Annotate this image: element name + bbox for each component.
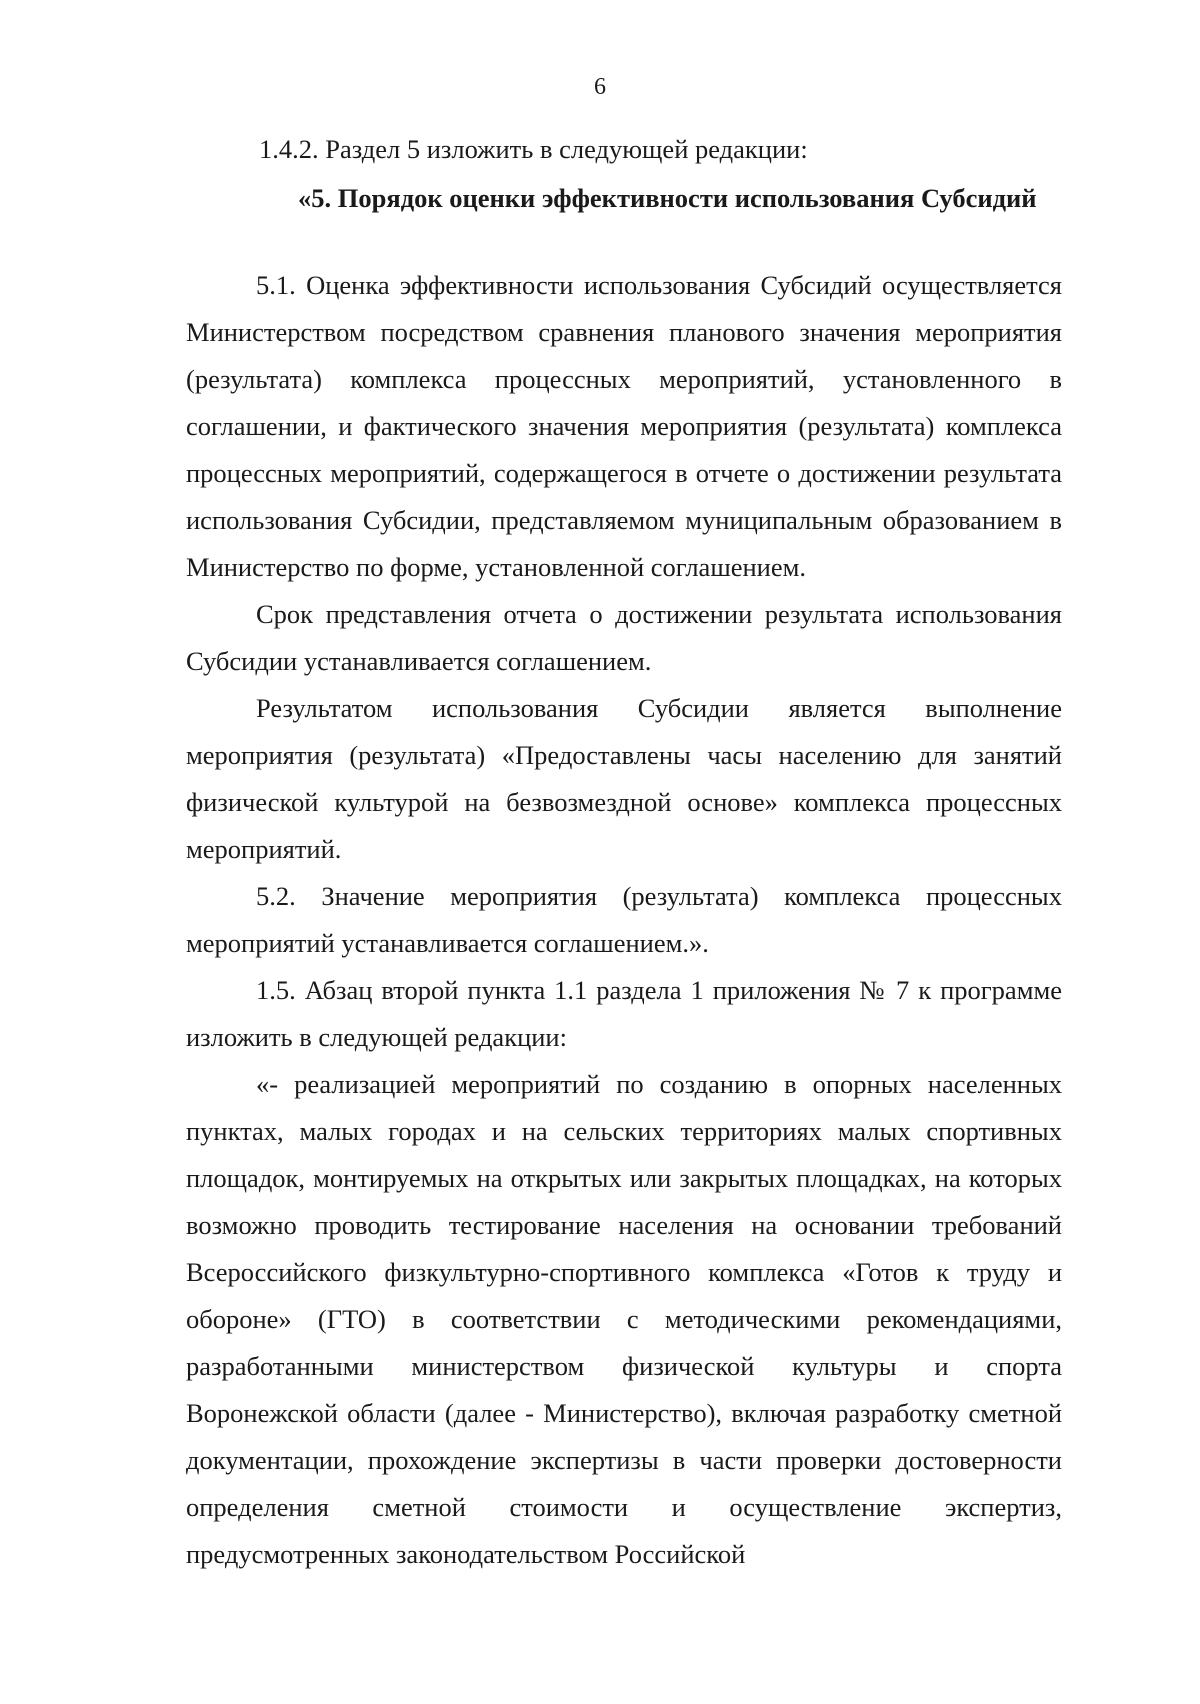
- paragraph-new-text: «- реализацией мероприятий по созданию в опорных населенных пунктах, малых городах и на сельских территориях малых спортивных площадок, монтируемых на открытых или закрытых площадках, на которых возможно проводить тестирование населения на основании требований Всероссийского физкультурно-спортивного комплекса «Готов к труду и обороне» (ГТО) в соответствии с методическими рекомендациями, разработанными министерством физической культуры и спорта Воронежской области (далее - Министерство), включая разработку сметной документации, прохождение экспертизы в части проверки достоверности определения сметной стоимости и осуществление экспертиз, предусмотренных законодательством Российской: [186, 1069, 1062, 1569]
- paragraph-5-2: 5.2. Значение мероприятия (результата) комплекса процессных мероприятий устанавливается соглашением.».: [186, 881, 1062, 958]
- paragraph-5-1: 5.1. Оценка эффективности использования Субсидий осуществляется Министерством посредством сравнения планового значения мероприятия (результата) комплекса процессных мероприятий, установленного в соглашении, и фактического значения мероприятия (результата) комплекса процессных мероприятий, содержащегося в отчете о достижении результата использования Субсидии, представляемом муниципальным образованием в Министерство по форме, установленной соглашением.: [186, 270, 1062, 582]
- page-number: 6: [594, 74, 606, 100]
- section-title: «5. Порядок оценки эффективности использования Субсидий: [298, 183, 1037, 213]
- paragraph-1-5: 1.5. Абзац второй пункта 1.1 раздела 1 приложения № 7 к программе изложить в следующей редакции:: [186, 975, 1062, 1052]
- paragraph-result: Результатом использования Субсидии является выполнение мероприятия (результата) «Предоставлены часы населению для занятий физической культурой на безвозмездной основе» комплекса процессных мероприятий.: [186, 693, 1062, 864]
- amendment-heading: 1.4.2. Раздел 5 изложить в следующей редакции:: [259, 134, 808, 164]
- document-body: [186, 126, 1062, 1578]
- paragraph-report-deadline: Срок представления отчета о достижении результата использования Субсидии устанавливается соглашением.: [186, 599, 1062, 676]
